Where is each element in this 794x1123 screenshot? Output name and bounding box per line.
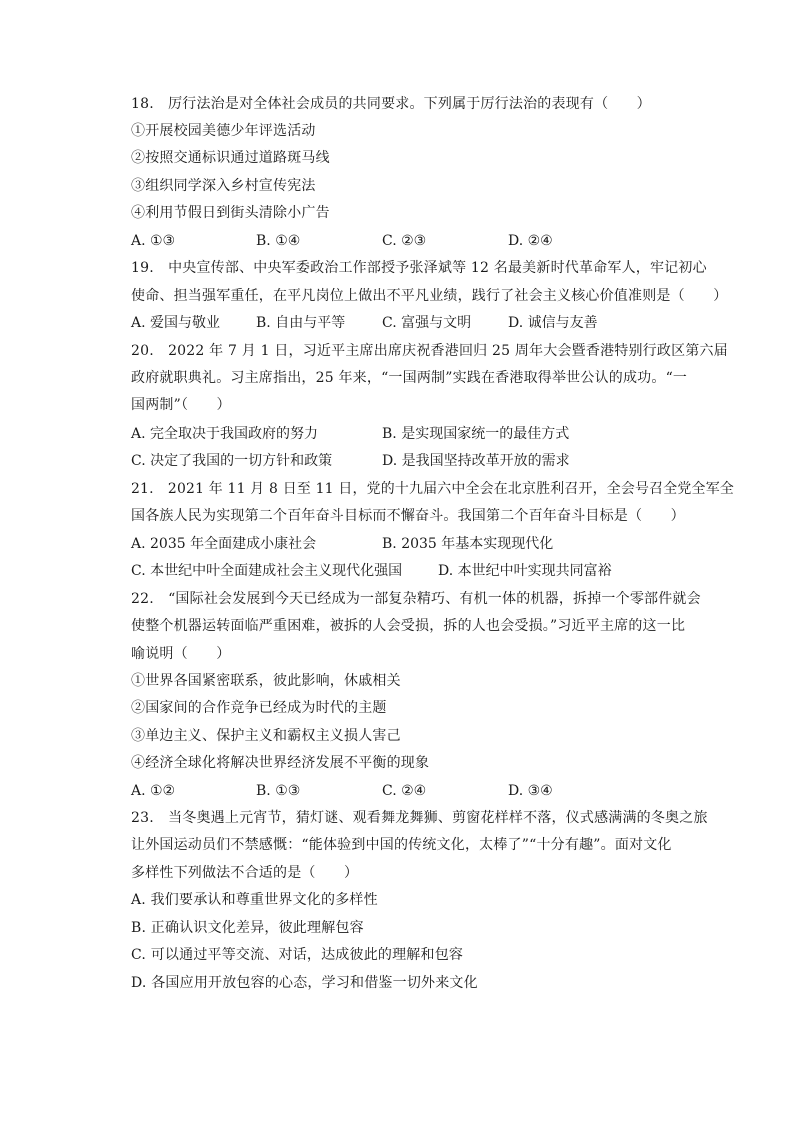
question-21-stem-cont: 国各族人民为实现第二个百年奋斗目标而不懈奋斗。我国第二个百年奋斗目标是（ ） xyxy=(131,508,685,524)
option-c: C. 可以通过平等交流、对话，达成彼此的理解和包容 xyxy=(131,947,464,963)
option-d: D. 本世纪中叶实现共同富裕 xyxy=(438,563,612,579)
option-c: C. 富强与文明 xyxy=(382,315,472,331)
question-20-stem-cont: 国两制”（ ） xyxy=(131,397,231,413)
option-b: B. ①③ xyxy=(256,783,301,799)
question-23-stem-cont: 让外国运动员们不禁感慨：“能体验到中国的传统文化，太棒了”“十分有趣”。面对文化 xyxy=(131,837,672,853)
option-b: B. 是实现国家统一的最佳方式 xyxy=(382,426,570,442)
option-c: C. ②④ xyxy=(382,783,427,799)
statement-4: ④利用节假日到街头清除小广告 xyxy=(131,205,330,221)
question-20-stem: 20. 2022 年 7 月 1 日，习近平主席出席庆祝香港回归 25 周年大会暨香港特别行政区第六届 xyxy=(131,343,728,359)
question-21-stem: 21. 2021 年 11 月 8 日至 11 日，党的十九届六中全会在北京胜利召开，全会号召全党全军全 xyxy=(131,481,734,497)
option-a: A. 我们要承认和尊重世界文化的多样性 xyxy=(131,892,378,908)
option-a: A. 完全取决于我国政府的努力 xyxy=(131,426,319,442)
option-a: A. 爱国与敬业 xyxy=(131,315,221,331)
option-c: C. 决定了我国的一切方针和政策 xyxy=(131,453,333,469)
option-b: B. 正确认识文化差异，彼此理解包容 xyxy=(131,920,364,936)
statement-3: ③组织同学深入乡村宣传宪法 xyxy=(131,178,316,194)
question-23-stem-cont: 多样性下列做法不合适的是（ ） xyxy=(131,865,359,881)
question-22-stem-cont: 使整个机器运转面临严重困难，被拆的人会受损，拆的人也会受损。”习近平主席的这一比 xyxy=(131,618,686,634)
statement-2: ②按照交通标识通过道路斑马线 xyxy=(131,150,330,166)
question-22-stem-cont: 喻说明（ ） xyxy=(131,646,231,662)
option-a: A. ①② xyxy=(131,783,176,799)
question-20-stem-cont: 政府就职典礼。习主席指出，25 年来，“一国两制”实践在香港取得举世公认的成功。“一 xyxy=(131,370,688,386)
option-c: C. ②③ xyxy=(382,233,427,249)
option-d: D. ②④ xyxy=(508,233,553,249)
question-23-stem: 23. 当冬奥遇上元宵节，猜灯谜、观看舞龙舞狮、剪窗花样样不落，仪式感满满的冬奥之旅 xyxy=(131,810,708,826)
option-d: D. 诚信与友善 xyxy=(508,315,598,331)
option-a: A. ①③ xyxy=(131,233,176,249)
option-b: B. ①④ xyxy=(256,233,301,249)
statement-1: ①世界各国紧密联系，彼此影响，休戚相关 xyxy=(131,673,401,689)
statement-4: ④经济全球化将解决世界经济发展不平衡的现象 xyxy=(131,755,430,771)
option-b: B. 自由与平等 xyxy=(256,315,346,331)
option-a: A. 2035 年全面建成小康社会 xyxy=(131,536,317,552)
question-19-stem: 19. 中央宣传部、中央军委政治工作部授予张泽斌等 12 名最美新时代革命军人，牢记初心 xyxy=(131,260,707,276)
question-18-stem: 18. 厉行法治是对全体社会成员的共同要求。下列属于厉行法治的表现有（ ） xyxy=(131,96,651,112)
statement-2: ②国家间的合作竞争已经成为时代的主题 xyxy=(131,700,387,716)
question-22-stem: 22. “国际社会发展到今天已经成为一部复杂精巧、有机一体的机器，拆掉一个零部件就会 xyxy=(131,591,701,607)
option-b: B. 2035 年基本实现现代化 xyxy=(382,536,554,552)
option-d: D. 各国应用开放包容的心态，学习和借鉴一切外来文化 xyxy=(131,975,478,991)
question-19-stem-cont: 使命、担当强军重任，在平凡岗位上做出不平凡业绩，践行了社会主义核心价值准则是（ ） xyxy=(131,288,728,304)
statement-1: ①开展校园美德少年评选活动 xyxy=(131,123,316,139)
option-c: C. 本世纪中叶全面建成社会主义现代化强国 xyxy=(131,563,403,579)
option-d: D. ③④ xyxy=(508,783,553,799)
option-d: D. 是我国坚持改革开放的需求 xyxy=(382,453,570,469)
statement-3: ③单边主义、保护主义和霸权主义损人害己 xyxy=(131,728,401,744)
